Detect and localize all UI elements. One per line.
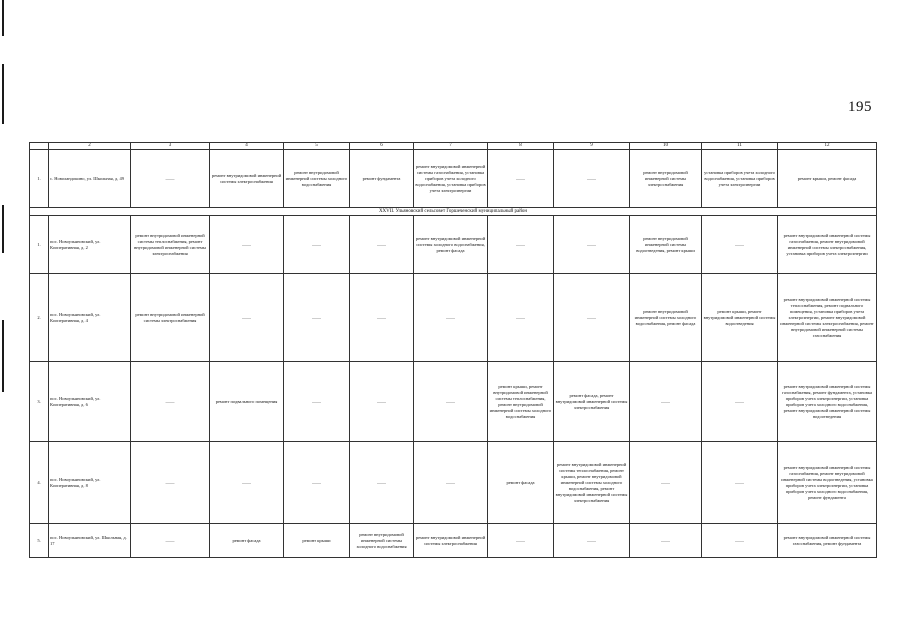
table-cell: ——: [630, 524, 702, 558]
table-cell: ——: [702, 362, 778, 442]
table-cell: ——: [284, 216, 350, 274]
table-cell: ——: [414, 442, 488, 524]
table-cell: ремонт внутридомовой инженерной системы водоотведения, ремонт крыши: [630, 216, 702, 274]
table-cell: ремонт внутридомовой инженерной системы холодного водоснабжения: [350, 524, 414, 558]
column-number: 3: [131, 143, 210, 150]
table-cell: ——: [702, 216, 778, 274]
address-cell: пос. Новоульяновский, ул. Школьная, д. 17: [49, 524, 131, 558]
column-number: 6: [350, 143, 414, 150]
column-number: 9: [554, 143, 630, 150]
table-cell: ремонт внутридомовой инженерной системы электроснабжения: [210, 150, 284, 208]
table-row: [30, 442, 877, 524]
address-cell: пос. Новоульяновский, ул. Кооперативная, д. 8: [49, 442, 131, 524]
table-cell: ——: [488, 524, 554, 558]
table-cell: ремонт внутридомовой инженерной системы теплоснабжения, ремонт внутридомовой инженерной системы электроснабжения: [131, 216, 210, 274]
section-title: XXVII. Ульяновский сельсовет Горшеченский муниципальный район: [30, 208, 877, 216]
table-cell: установка приборов учета холодного водоснабжения, установка приборов учета электроэнергии: [702, 150, 778, 208]
table-cell: ремонт подвального помещения: [210, 362, 284, 442]
table-cell: ——: [488, 274, 554, 362]
table-row: [30, 150, 877, 208]
table-cell: ремонт внутридомовой инженерной системы газоснабжения, ремонт внутридомовой инженерной системы электроснабжения, установка приборов учета электроэнергии: [778, 216, 877, 274]
table-cell: ——: [554, 274, 630, 362]
table-cell: ——: [630, 442, 702, 524]
repair-schedule-table: [29, 142, 877, 558]
table-cell: ремонт крыши: [284, 524, 350, 558]
table-cell: ремонт крыши, ремонт фасада: [778, 150, 877, 208]
column-number: 4: [210, 143, 284, 150]
column-number: 12: [778, 143, 877, 150]
table-cell: ремонт внутридомовой инженерной системы газоснабжения, ремонт внутридомовой инженерной системы водоотведения, установка приборов учета электроэнергии, установка приборов учета холодного водоснабжения, ремонт фундамента: [778, 442, 877, 524]
table-cell: ——: [131, 524, 210, 558]
column-number: 10: [630, 143, 702, 150]
table-cell: ——: [210, 274, 284, 362]
table-cell: ——: [630, 362, 702, 442]
table-cell: ——: [350, 274, 414, 362]
table-cell: ремонт крыши, ремонт внутридомовой инженерной системы теплоснабжения, ремонт внутридомовой инженерной системы холодного водоснабжения: [488, 362, 554, 442]
column-number: [30, 143, 49, 150]
table-row: [30, 362, 877, 442]
table-cell: ремонт внутридомовой инженерной системы холодного водоснабжения: [284, 150, 350, 208]
table-cell: ——: [131, 442, 210, 524]
table-row: [30, 274, 877, 362]
table-cell: ремонт внутридомовой инженерной системы газоснабжения, ремонт фундамента, установка приборов учета электроэнергии, установка приборов учета холодного водоснабжения, ремонт внутридомовой инженерной системы водоотведения: [778, 362, 877, 442]
table-cell: ——: [284, 442, 350, 524]
scan-edge-mark: [2, 320, 4, 392]
table-cell: ——: [350, 216, 414, 274]
row-number: 1.: [30, 150, 49, 208]
table-cell: ——: [414, 274, 488, 362]
column-number: 11: [702, 143, 778, 150]
table-cell: ——: [210, 216, 284, 274]
scan-edge-mark: [2, 205, 4, 253]
column-number: 5: [284, 143, 350, 150]
row-number: 2.: [30, 274, 49, 362]
scan-edge-mark: [2, 64, 4, 124]
table-cell: ——: [414, 362, 488, 442]
section-header-row: [30, 208, 877, 216]
table-cell: ремонт фасада: [488, 442, 554, 524]
table-cell: ——: [210, 442, 284, 524]
table-cell: ——: [350, 442, 414, 524]
table-cell: ——: [350, 362, 414, 442]
table-cell: ремонт внутридомовой инженерной системы газоснабжения, установка приборов учета холодного водоснабжения, установка приборов учета электроэнергии: [414, 150, 488, 208]
table-cell: ремонт внутридомовой инженерной системы холодного водоснабжения, ремонт фасада: [630, 274, 702, 362]
table-cell: ——: [554, 524, 630, 558]
table-cell: ремонт внутридомовой инженерной системы теплоснабжения, ремонт крыши, ремонт внутридомовой инженерной системы холодного водоснабжения, ремонт внутридомовой инженерной системы электроснабжения: [554, 442, 630, 524]
table-cell: ремонт внутридомовой инженерной системы холодного водоснабжения, ремонт фасада: [414, 216, 488, 274]
table-cell: ремонт фасада, ремонт внутридомовой инженерной системы электроснабжения: [554, 362, 630, 442]
table-cell: ремонт внутридомовой инженерной системы электроснабжения: [630, 150, 702, 208]
table-row: [30, 524, 877, 558]
table-cell: ——: [554, 150, 630, 208]
address-cell: пос. Новоульяновский, ул. Кооперативная, д. 2: [49, 216, 131, 274]
table-cell: ремонт фундамента: [350, 150, 414, 208]
row-number: 5.: [30, 524, 49, 558]
row-number: 3.: [30, 362, 49, 442]
table-cell: ——: [131, 150, 210, 208]
table-cell: ——: [702, 442, 778, 524]
table-row: [30, 216, 877, 274]
address-cell: с. Новоландокино, ул. Школьная, д. 49: [49, 150, 131, 208]
address-cell: пос. Новоульяновский, ул. Кооперативная, д. 6: [49, 362, 131, 442]
table-cell: ремонт внутридомовой инженерной системы газоснабжения, ремонт фундамента: [778, 524, 877, 558]
table-cell: ремонт внутридомовой инженерной системы теплоснабжения, ремонт подвального помещения, установка приборов учета электроэнергии, ремонт внутридомовой инженерной системы электроснабжения, ремонт внутридомовой инженерной системы газоснабжения: [778, 274, 877, 362]
table-cell: ремонт внутридомовой инженерной системы электроснабжения: [131, 274, 210, 362]
row-number: 4.: [30, 442, 49, 524]
table-cell: ——: [284, 362, 350, 442]
column-number-row: [30, 143, 877, 150]
table-cell: ——: [554, 216, 630, 274]
table-cell: ремонт внутридомовой инженерной системы электроснабжения: [414, 524, 488, 558]
table-cell: ——: [284, 274, 350, 362]
page-number: 195: [848, 99, 872, 115]
table-cell: ремонт крыши, ремонт внутридомовой инженерной системы водоотведения: [702, 274, 778, 362]
row-number: 1.: [30, 216, 49, 274]
column-number: 8: [488, 143, 554, 150]
table-cell: ——: [702, 524, 778, 558]
table-cell: ——: [131, 362, 210, 442]
table-cell: ремонт фасада: [210, 524, 284, 558]
address-cell: пос. Новоульяновский, ул. Кооперативная, д. 4: [49, 274, 131, 362]
column-number: 2: [49, 143, 131, 150]
scan-edge-mark: [2, 0, 4, 36]
table-cell: ——: [488, 216, 554, 274]
column-number: 7: [414, 143, 488, 150]
table-cell: ——: [488, 150, 554, 208]
